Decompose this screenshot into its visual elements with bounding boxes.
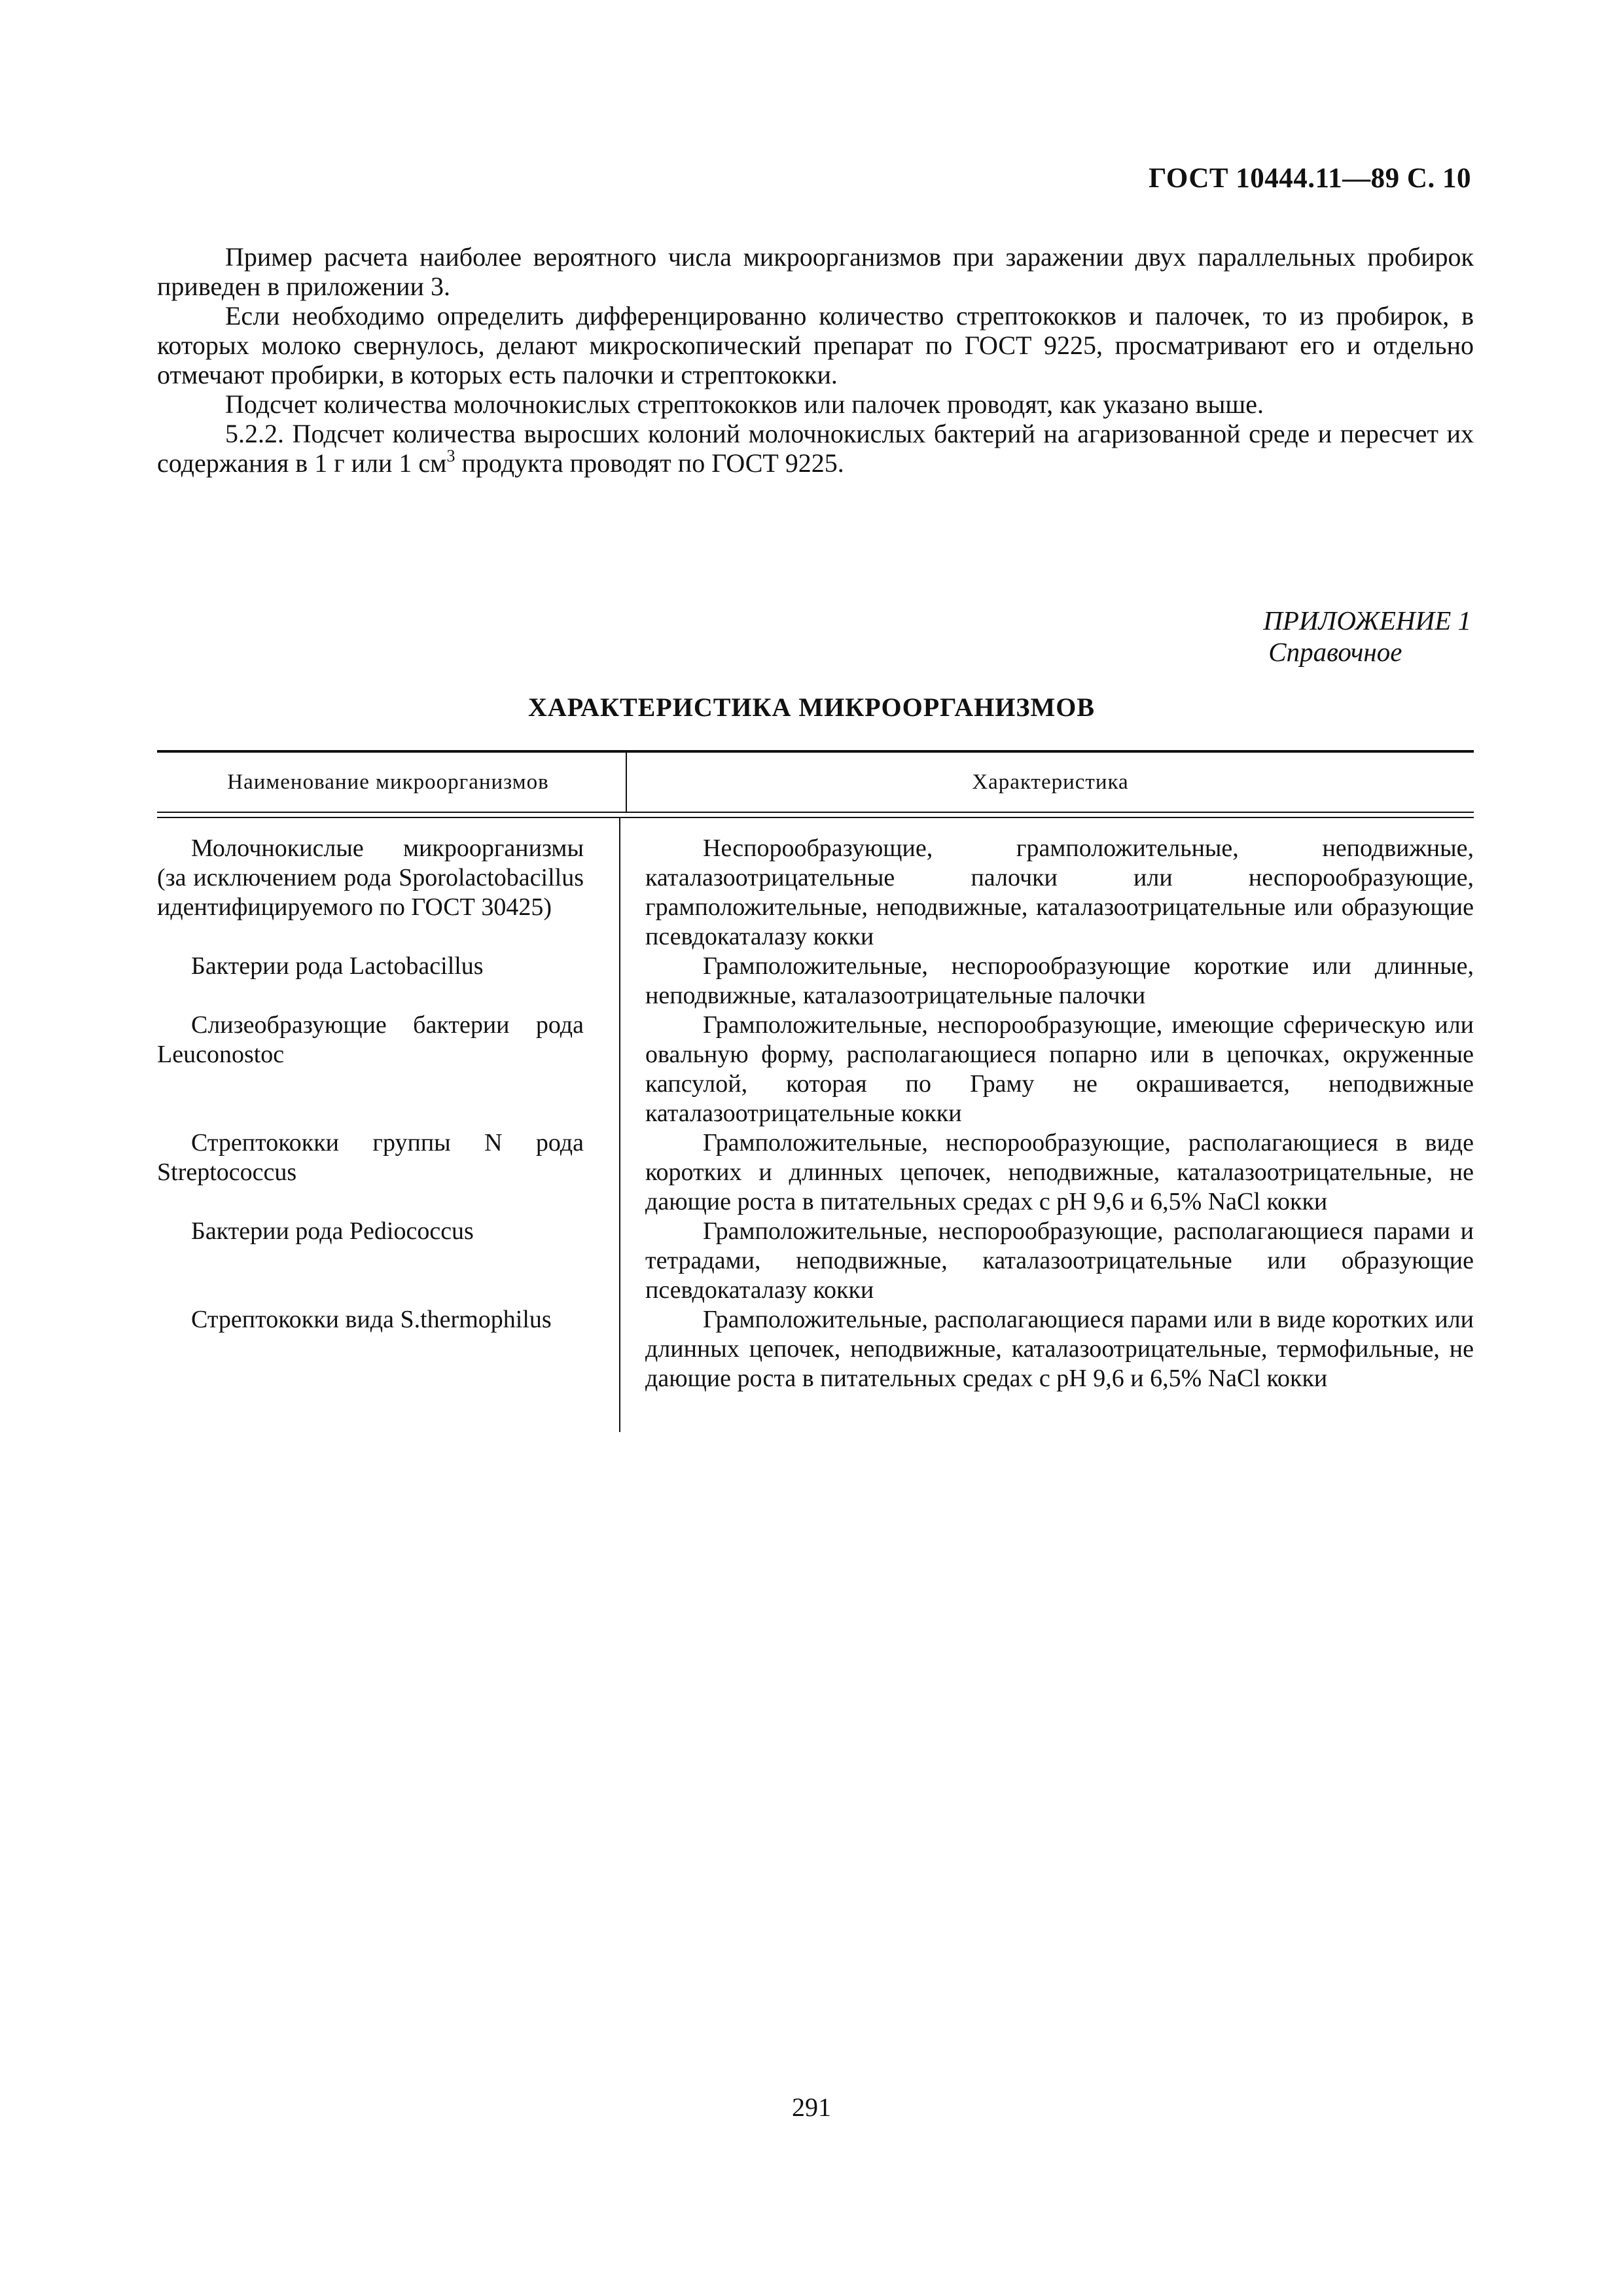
table-row-name: Молочнокислые микроорганизмы (за исключением рода Sporolactobacillus идентифицируемого по ГОСТ 30425) bbox=[157, 834, 584, 921]
appendix-title: ПРИЛОЖЕНИЕ 1 bbox=[1263, 605, 1471, 636]
table-row-characteristic: Грамположительные, неспорообразующие, располагающиеся парами и тетрадами, неподвижные, каталазоотрицательные или образующие псевдокаталазу кокки bbox=[645, 1217, 1474, 1304]
superscript-3: 3 bbox=[446, 446, 455, 465]
header-name: Наименование микроорганизмов bbox=[157, 753, 627, 812]
paragraph-3: Подсчет количества молочнокислых стрептококков или палочек проводят, как указано выше. bbox=[225, 389, 1264, 419]
table-row-name: Стрептококки вида S.thermophilus bbox=[191, 1306, 552, 1333]
table-row-characteristic: Грамположительные, неспорообразующие, имеющие сферическую или овальную форму, располагающиеся попарно или в цепочках, окруженные капсулой, которая по Граму не окрашивается, неподвижные каталазоотрицательные кокки bbox=[645, 1011, 1474, 1127]
paragraph-4-text: 5.2.2. Подсчет количества выросших колоний молочнокислых бактерий на агаризованной среде и пересчет их содержания в 1 г или 1 см bbox=[157, 419, 1474, 478]
table-header bbox=[157, 753, 1474, 812]
microorganism-table bbox=[157, 750, 1474, 1432]
table-row-characteristic: Неспорообразующие, грамположительные, неподвижные, каталазоотрицательные палочки или неспорообразующие, грамположительные, неподвижные, каталазоотрицательные или образующие псевдокаталазу кокки bbox=[645, 834, 1474, 950]
appendix-subtitle: Справочное bbox=[1268, 637, 1402, 667]
paragraph-2: Если необходимо определить дифференцированно количество стрептококков и палочек, то из пробирок, в которых молоко свернулось, делают микроскопический препарат по ГОСТ 9225, просматривают его и отдельно отмечают пробирки, в которых есть палочки и стрептококки. bbox=[157, 301, 1474, 389]
body-text bbox=[157, 242, 1474, 478]
paragraph-4-text-end: продукта проводят по ГОСТ 9225. bbox=[455, 448, 844, 478]
table-row-name: Бактерии рода Lactobacillus bbox=[191, 952, 484, 980]
table-row-characteristic: Грамположительные, располагающиеся парами или в виде коротких или длинных цепочек, неподвижные, каталазоотрицательные, термофильные, не дающие роста в питательных средах с pH 9,6 и 6,5% NaCl кокки bbox=[645, 1306, 1474, 1392]
paragraph-4 bbox=[157, 419, 1474, 478]
paragraph-1: Пример расчета наиболее вероятного числа микроорганизмов при заражении двух параллельных пробирок приведен в приложении 3. bbox=[157, 242, 1474, 301]
characteristic-column bbox=[620, 818, 1474, 1432]
name-column bbox=[157, 818, 620, 1432]
table-row-characteristic: Грамположительные, неспорообразующие, располагающиеся в виде коротких и длинных цепочек, неподвижные, каталазоотрицательные, не дающие роста в питательных средах с pH 9,6 и 6,5% NaCl кокки bbox=[645, 1129, 1474, 1215]
table-row-characteristic: Грамположительные, неспорообразующие короткие или длинные, неподвижные, каталазоотрицательные палочки bbox=[645, 952, 1474, 1009]
table-row-name: Стрептококки группы N рода Streptococcus bbox=[157, 1129, 584, 1186]
table-row-name: Слизеобразующие бактерии рода Leuconostoc bbox=[157, 1011, 584, 1068]
header-characteristic: Характеристика bbox=[972, 770, 1129, 794]
page-number: 291 bbox=[792, 2092, 831, 2122]
table-row-name: Бактерии рода Pediococcus bbox=[191, 1217, 474, 1245]
table-header-rule bbox=[157, 812, 1474, 818]
table-title: ХАРАКТЕРИСТИКА МИКРООРГАНИЗМОВ bbox=[527, 692, 1096, 722]
appendix-label bbox=[1263, 605, 1471, 668]
table-body bbox=[157, 818, 1474, 1432]
document-reference-header: ГОСТ 10444.11—89 С. 10 bbox=[1149, 163, 1471, 194]
